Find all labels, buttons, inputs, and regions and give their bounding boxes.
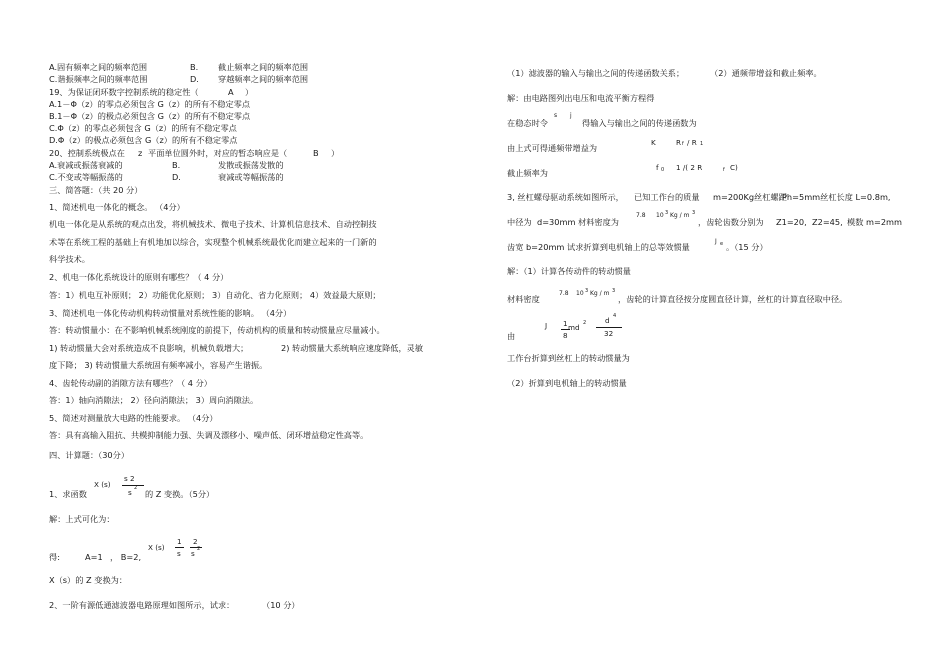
- question-20-text: 平面单位圆外时，对应的暂态响应是（: [148, 148, 288, 158]
- solution-text: 得输入与输出之间的传递函数为: [582, 118, 697, 128]
- formula-expression: md: [568, 323, 580, 332]
- formula-variable: J: [545, 321, 548, 330]
- formula-subscript: f: [682, 141, 684, 147]
- calc-question-3: Z1=20,: [776, 217, 807, 227]
- short-question-4: 4、齿轮传动副的消隙方法有哪些？（ 4 分）: [49, 378, 212, 388]
- answer-letter: B: [313, 148, 319, 158]
- formula-unit: Kg / m: [590, 290, 610, 297]
- answer-letter: A: [228, 87, 234, 97]
- question-part: （2）通频带增益和截止频率。: [710, 68, 822, 78]
- formula-Xs: X (s): [94, 480, 111, 489]
- formula-superscript: 2: [134, 485, 138, 491]
- formula-expression: 1 /( 2 R: [676, 163, 703, 172]
- formula-variable: K: [651, 138, 656, 147]
- formula-denominator: 8: [563, 331, 568, 340]
- formula-expression: C): [730, 163, 738, 172]
- solution-text: 在稳态时令: [507, 118, 548, 128]
- variable-z: z: [138, 148, 143, 158]
- formula-unit: Kg / m: [670, 212, 690, 219]
- short-question-2: 2、机电一体化系统设计的原则有哪些？（ 4 分）: [49, 272, 229, 282]
- calc-question-3: Ph=5mm丝杠长度 L=0.8m,: [782, 192, 891, 202]
- calc-question-3: 齿宽 b=20mm: [507, 242, 565, 252]
- formula-superscript: 3: [665, 210, 669, 216]
- fraction-bar: [596, 327, 622, 328]
- section-heading: 三、简答题：（共 20 分）: [49, 185, 143, 195]
- question-part: （1）滤波器的输入与输出之间的传递函数关系；: [507, 68, 685, 78]
- option-text: B.1－Φ（z）的极点必须包含 G（z）的所有不稳定零点: [49, 111, 251, 121]
- formula-variable: j: [570, 112, 572, 119]
- solution-text: ，齿轮的计算直径按分度圆直径计算，丝杠的计算直径取中径。: [618, 294, 848, 304]
- option-text: 截止频率之间的频率范围: [218, 62, 309, 72]
- section-heading: 四、计算题：（30分）: [49, 450, 130, 460]
- formula-numerator: s 2: [124, 474, 135, 483]
- solution-text: 由上式可得通频带增益为: [507, 143, 598, 153]
- question-20: 20、控制系统极点在: [49, 148, 125, 158]
- calc-question-3: m=200Kg丝杠螺距: [713, 192, 787, 202]
- solution-text: X（s）的 Z 变换为：: [49, 575, 128, 585]
- formula-variable: f: [656, 163, 659, 172]
- solution-text: 解：上式可化为：: [49, 514, 115, 524]
- formula-denominator: s: [128, 488, 132, 497]
- formula-value: 7.8: [636, 212, 646, 219]
- paren-close: ）: [331, 148, 340, 158]
- answer-text: 答：1）机电互补原则； 2）功能优化原则； 3）自动化、省力化原则； 4）效益最大原则；: [49, 290, 381, 300]
- option-letter: B.: [190, 62, 199, 72]
- formula-value: 10: [656, 212, 664, 219]
- option-text: A.固有频率之间的频率范围: [49, 62, 148, 72]
- calc-question-3: 中径为: [507, 217, 532, 227]
- solution-text: 由: [507, 331, 516, 341]
- fraction-bar: [122, 485, 144, 486]
- formula-numerator: 1: [563, 319, 568, 328]
- solution-text: 得:: [49, 552, 60, 562]
- formula-subscript: e: [720, 241, 724, 247]
- answer-text: 1) 转动惯量大会对系统造成不良影响，机械负载增大；: [49, 343, 249, 353]
- answer-text: 答：转动惯量小：在不影响机械系统刚度的前提下，传动机构的质量和转动惯量应尽量减小。: [49, 325, 385, 335]
- option-letter: D.: [172, 172, 181, 182]
- calc-question-3: ，齿轮齿数分别为: [698, 217, 764, 227]
- formula-variable: / R: [687, 138, 697, 147]
- option-text: A.衰减或振荡衰减的: [49, 160, 123, 170]
- points-label: （10 分）: [262, 600, 300, 610]
- option-letter: B.: [172, 160, 181, 170]
- solution-value: A=1: [85, 552, 103, 562]
- calc-question-3: 试求折算到电机轴上的总等效惯量: [567, 242, 690, 252]
- formula-superscript: 2: [197, 546, 201, 552]
- option-text: 穿越频率之间的频率范围: [218, 74, 309, 84]
- formula-Xs: X (s): [148, 543, 165, 552]
- answer-text: 度下降； 3) 转动惯量大系统固有频率减小，容易产生谐振。: [49, 360, 268, 370]
- answer-text: 2) 转动惯量大系统响应速度降低，灵敏: [281, 343, 424, 353]
- formula-numerator: 2: [193, 537, 198, 546]
- formula-variable: R: [676, 138, 681, 147]
- formula-value: 10: [576, 290, 584, 297]
- formula-numerator: 1: [177, 537, 182, 546]
- calc-question-3: Z2=45,: [812, 217, 843, 227]
- short-question-3: 3、简述机电一体化传动机构转动惯量对系统性能的影响。 （4分）: [49, 308, 292, 318]
- formula-value: 7.8: [559, 290, 569, 297]
- option-text: C.不变或等幅振荡的: [49, 172, 123, 182]
- formula-denominator: s: [177, 549, 181, 558]
- calc-question-2: 2、一阶有源低通滤波器电路原理如图所示，试求：: [49, 600, 235, 610]
- calc-question-1-text: 的 Z 变换。（5分）: [145, 489, 215, 499]
- answer-text: 术等在系统工程的基础上有机地加以综合，实现整个机械系统最优化而建立起来的一门新的: [49, 237, 377, 247]
- answer-text: 答：1）轴向消隙法； 2）径向消隙法； 3）周向消隙法。: [49, 395, 259, 405]
- solution-text: 工作台折算到丝杠上的转动惯量为: [507, 353, 630, 363]
- points-label: 。（15 分）: [726, 242, 768, 252]
- formula-variable: J: [715, 238, 717, 245]
- formula-superscript: 4: [613, 313, 617, 319]
- fraction-bar: [175, 547, 184, 548]
- calc-question-3: 3, 丝杠螺母驱动系统如图所示，: [507, 192, 624, 202]
- fraction-bar: [190, 547, 202, 548]
- option-text: C.谐振频率之间的频率范围: [49, 74, 148, 84]
- solution-text: （2）折算到电机轴上的转动惯量: [507, 378, 627, 388]
- paren-close: ）: [245, 87, 254, 97]
- answer-text: 机电一体化是从系统的观点出发，将机械技术、微电子技术、计算机信息技术、自动控制技: [49, 219, 377, 229]
- calc-question-3: 模数 m=2mm: [847, 217, 902, 227]
- option-text: 衰减或等幅振荡的: [218, 172, 284, 182]
- option-text: 发散或振荡发散的: [218, 160, 284, 170]
- calc-question-1: 1、求函数: [49, 489, 87, 499]
- formula-numerator: d: [605, 316, 610, 325]
- formula-denominator: 32: [604, 329, 614, 338]
- solution-text: 解：由电路图列出电压和电流平衡方程得: [507, 93, 655, 103]
- option-text: C.Φ（z）的零点必须包含 G（z）的所有不稳定零点: [49, 123, 237, 133]
- formula-superscript: 3: [612, 288, 616, 294]
- answer-text: 科学技术。: [49, 254, 90, 264]
- formula-superscript: 3: [585, 288, 589, 294]
- solution-value: ， B=2,: [110, 552, 142, 562]
- option-text: A.1－Φ（z）的零点必须包含 G（z）的所有不稳定零点: [49, 99, 251, 109]
- answer-text: 答：具有高输入阻抗、共模抑制能力强、失调及漂移小、噪声低、闭环增益稳定性高等。: [49, 430, 369, 440]
- formula-subscript: f: [723, 167, 725, 173]
- calc-question-3: 已知工作台的质量: [634, 192, 700, 202]
- question-19: 19、为保证闭环数字控制系统的稳定性（: [49, 87, 199, 97]
- solution-text: 截止频率为: [507, 168, 548, 178]
- formula-superscript: 3: [692, 210, 696, 216]
- formula-subscript: 1: [700, 141, 704, 147]
- solution-text: 解：（1）计算各传动件的转动惯量: [507, 266, 631, 276]
- calc-question-3: d=30mm 材料密度为: [537, 217, 619, 227]
- short-question-5: 5、简述对测量放大电路的性能要求。 （4分）: [49, 413, 218, 423]
- solution-text: 材料密度: [507, 294, 540, 304]
- formula-denominator: s: [191, 549, 195, 558]
- formula-subscript: 0: [661, 167, 665, 173]
- option-letter: D.: [190, 74, 199, 84]
- formula-variable: s: [554, 112, 558, 119]
- short-question-1: 1、简述机电一体化的概念。 （4分）: [49, 202, 185, 212]
- option-text: D.Φ（z）的极点必须包含 G（z）的所有不稳定零点: [49, 135, 238, 145]
- formula-superscript: 2: [583, 320, 587, 326]
